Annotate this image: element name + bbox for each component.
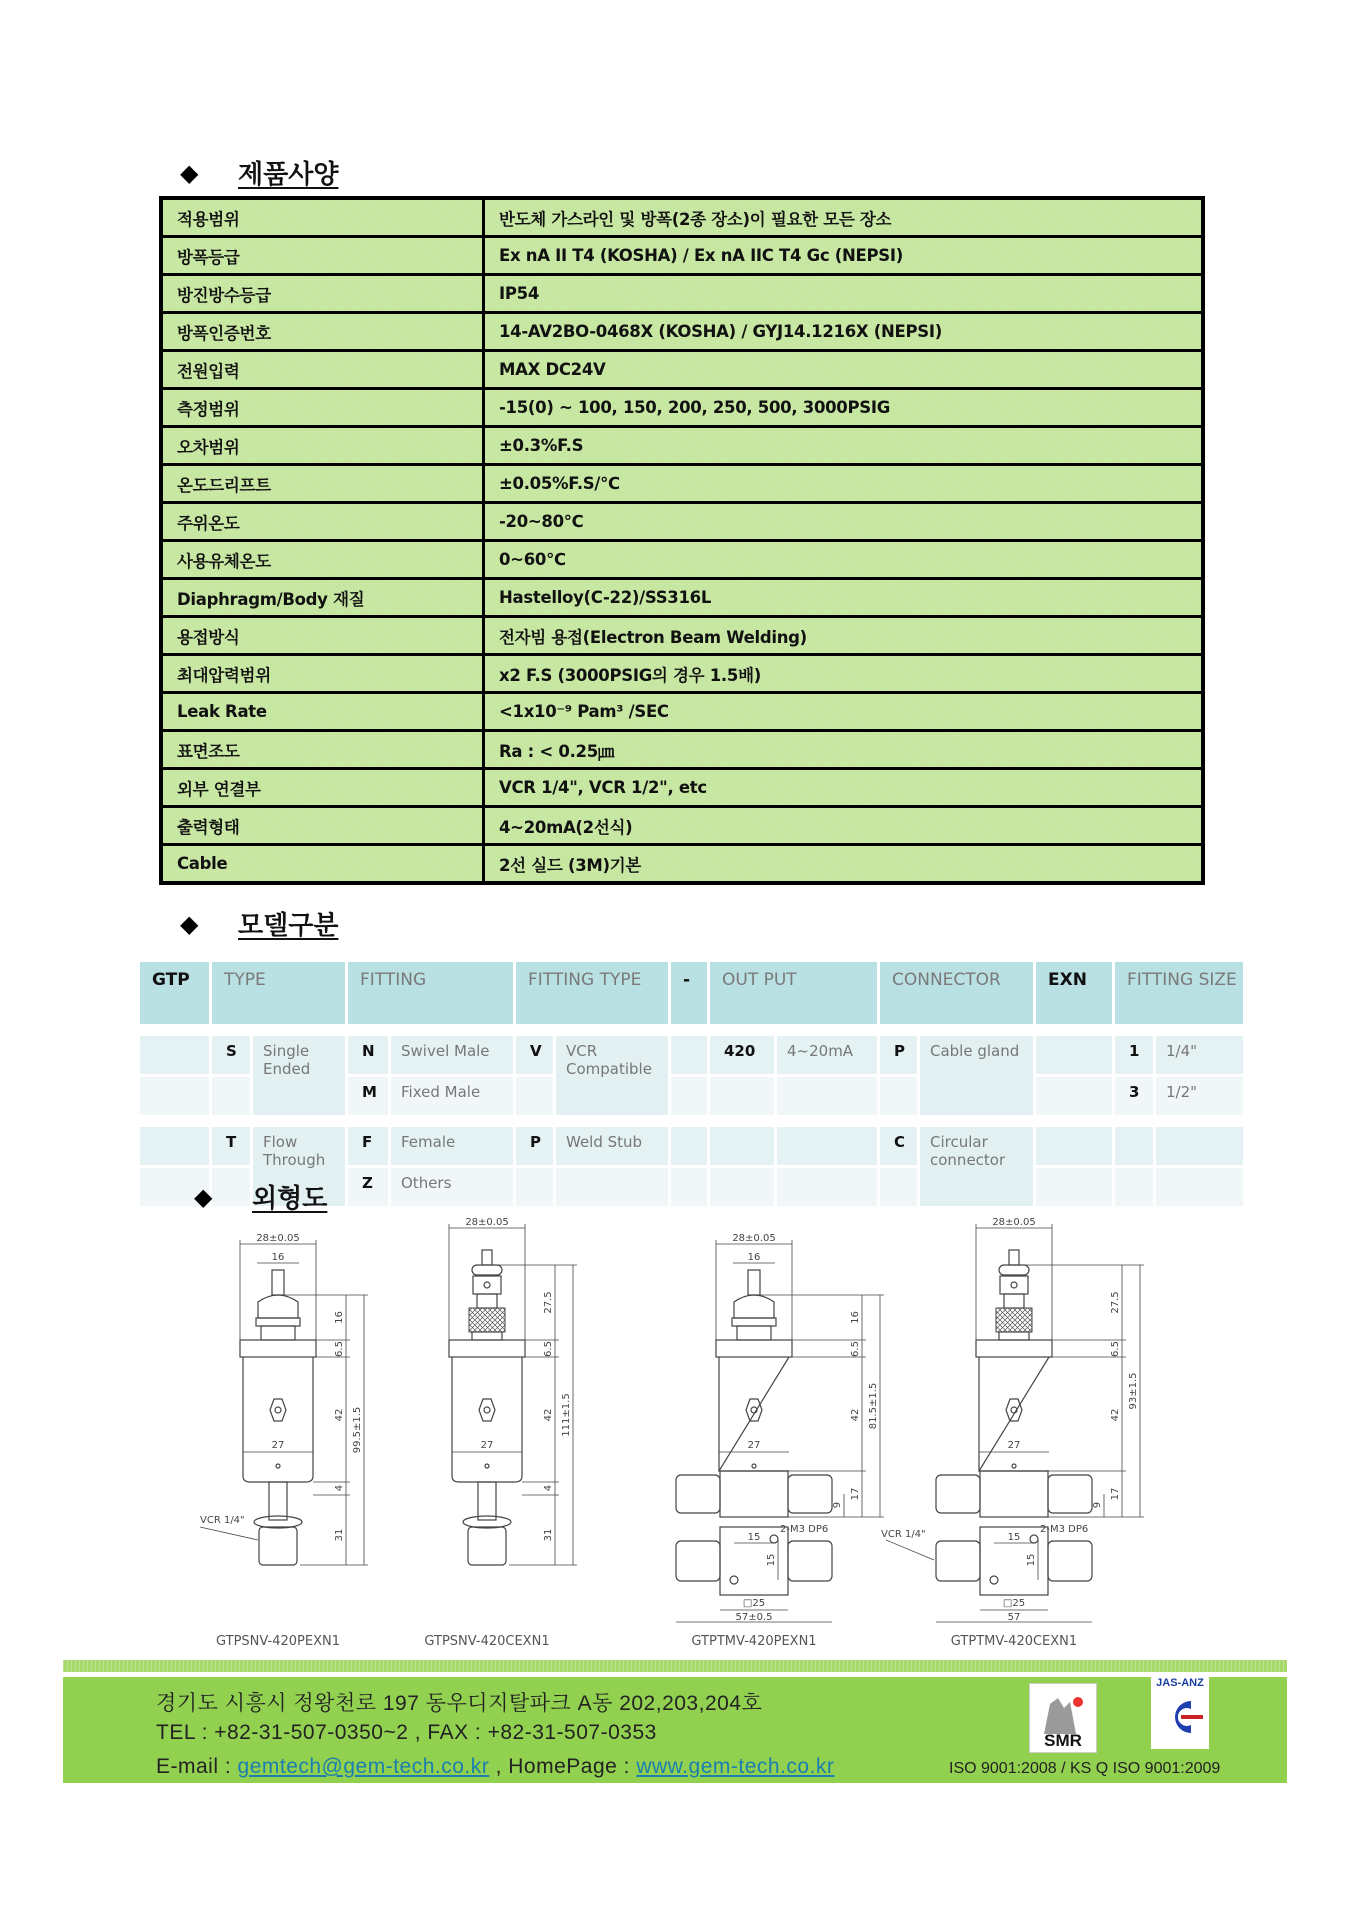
gland-base (737, 1326, 771, 1340)
vcr-nut (254, 1516, 302, 1528)
housing-cap (240, 1340, 316, 1357)
smr-logo (1029, 1683, 1097, 1753)
dimension-label: 9 (832, 1501, 843, 1509)
drawing-caption: GTPSNV-420CEXN1 (424, 1634, 550, 1649)
vcr-fitting-left (676, 1475, 720, 1513)
fitting-label: Others (391, 1168, 513, 1206)
stem (269, 1482, 287, 1520)
dimension-label: 17 (1110, 1487, 1121, 1501)
spec-value: ±0.3%F.S (484, 427, 1204, 465)
header-fitting-size: FITTING SIZE (1115, 962, 1243, 1024)
port-hex-icon (1006, 1399, 1022, 1421)
gland-base (261, 1326, 295, 1340)
dimension-label: 15 (747, 1532, 761, 1543)
vcr-fitting-right (1048, 1541, 1092, 1581)
mount-hole-icon (1030, 1535, 1038, 1543)
gland-nut (732, 1318, 776, 1326)
port-hole-icon (484, 1407, 490, 1413)
dimension-label: 27 (480, 1440, 494, 1451)
vcr-fitting-left (936, 1475, 980, 1513)
spec-value: 0~60℃ (484, 541, 1204, 579)
dimension-label: 99.5±1.5 (352, 1406, 363, 1454)
type-code: T (212, 1127, 250, 1165)
connector-hole (1011, 1282, 1017, 1288)
dimension-label: □25 (1002, 1598, 1026, 1609)
dimension-label: 15 (1007, 1532, 1021, 1543)
dimension-label: □25 (742, 1598, 766, 1609)
fitting-label: Female (391, 1127, 513, 1165)
dimension-label: 42 (543, 1408, 554, 1422)
port-hex-icon (479, 1399, 495, 1421)
drawing-1 (200, 1233, 368, 1649)
spec-label: 주위온도 (161, 503, 484, 541)
dimension-label: 27 (271, 1440, 285, 1451)
housing-cap (449, 1340, 525, 1357)
dimension-label: 17 (850, 1487, 861, 1501)
cable-icon (1009, 1250, 1019, 1265)
fitting-code: Z (348, 1168, 388, 1206)
dimension-label: 2-M3 DP6 (780, 1524, 829, 1535)
drawing-title: 외형도 (252, 1184, 328, 1214)
cable-icon (482, 1250, 492, 1265)
spec-value: MAX DC24V (484, 351, 1204, 389)
spec-value: -20~80℃ (484, 503, 1204, 541)
screw-icon (276, 1464, 280, 1468)
spec-label: 방폭등급 (161, 237, 484, 275)
dimension-label: 28±0.05 (256, 1233, 300, 1244)
flow-block (720, 1471, 788, 1517)
port-hex-icon (746, 1399, 762, 1421)
fitting-type-label: Weld Stub (556, 1127, 668, 1165)
spec-label: 사용유체온도 (161, 541, 484, 579)
svg-text:JAS-ANZ: JAS-ANZ (1156, 1677, 1204, 1689)
connector-ring (999, 1265, 1029, 1275)
header-gtp: GTP (140, 962, 209, 1024)
output-code: 420 (710, 1036, 774, 1074)
dimension-label: 31 (543, 1528, 554, 1542)
spec-value: Hastelloy(C-22)/SS316L (484, 579, 1204, 617)
connector-base (472, 1332, 502, 1340)
vcr-fitting (259, 1527, 297, 1565)
connector-neck (477, 1294, 497, 1308)
output-label: 4~20mA (777, 1036, 877, 1074)
port-hex-icon (270, 1399, 286, 1421)
screw-icon (752, 1464, 756, 1468)
tel-fax: TEL : +82-31-507-0350~2 , FAX : +82-31-507-0353 (156, 1721, 657, 1744)
fitting-size-label: 1/2" (1156, 1077, 1243, 1115)
spec-value: <1x10⁻⁹ Pam³ /SEC (484, 693, 1204, 731)
spec-label: Cable (161, 845, 484, 884)
diamond-bullet-icon: ◆ (180, 158, 199, 187)
spec-label: 표면조도 (161, 731, 484, 769)
screw-icon (1012, 1464, 1016, 1468)
dimension-label: 16 (747, 1252, 761, 1263)
fitting-size-code: 1 (1115, 1036, 1153, 1074)
vcr-fitting-left (936, 1541, 980, 1581)
spec-value: x2 F.S (3000PSIG의 경우 1.5배) (484, 655, 1204, 693)
iso-certification: ISO 9001:2008 / KS Q ISO 9001:2009 (949, 1760, 1221, 1777)
cable-gland-icon (258, 1295, 298, 1318)
spec-label: 적용범위 (161, 198, 484, 237)
header-dash: - (671, 962, 707, 1024)
dimension-label: VCR 1/4" (881, 1529, 926, 1540)
type-label: Flow Through (253, 1127, 345, 1206)
mount-hole-icon (730, 1576, 738, 1584)
screw-icon (485, 1464, 489, 1468)
dimension-label: 57 (1007, 1612, 1021, 1623)
vcr-fitting-left (676, 1541, 720, 1581)
spec-label: 온도드리프트 (161, 465, 484, 503)
header-fitting-type: FITTING TYPE (516, 962, 668, 1024)
spec-value: Ex nA II T4 (KOSHA) / Ex nA IIC T4 Gc (NEPSI) (484, 237, 1204, 275)
header-connector: CONNECTOR (880, 962, 1033, 1024)
dimension-label: 31 (334, 1528, 345, 1542)
dimension-label: 4 (543, 1484, 554, 1492)
connector-label: Circular connector (920, 1127, 1033, 1206)
housing-body (243, 1357, 313, 1482)
spec-value: 2선 실드 (3M)기본 (484, 845, 1204, 884)
dimension-label: 28±0.05 (465, 1217, 509, 1228)
spec-value: VCR 1/4", VCR 1/2", etc (484, 769, 1204, 807)
dimension-label: 9 (1092, 1501, 1103, 1509)
leader-line (886, 1540, 934, 1560)
dimension-label: 111±1.5 (561, 1393, 572, 1437)
dimension-label: 27 (747, 1440, 761, 1451)
leader-line (200, 1527, 258, 1540)
fitting-type-code: V (516, 1036, 553, 1074)
fitting-size-code: 3 (1115, 1077, 1153, 1115)
connector-body (473, 1276, 501, 1294)
dimension-label: 27.5 (543, 1291, 554, 1314)
dimension-label: 93±1.5 (1128, 1372, 1139, 1410)
dimension-label: 27 (1007, 1440, 1021, 1451)
connector-body (1000, 1276, 1028, 1294)
diamond-bullet-icon: ◆ (194, 1182, 213, 1211)
spec-value: 전자빔 용접(Electron Beam Welding) (484, 617, 1204, 655)
dimension-label: 42 (1110, 1408, 1121, 1422)
header-fitting: FITTING (348, 962, 513, 1024)
spec-label: 방폭인증번호 (161, 313, 484, 351)
fitting-size-label: 1/4" (1156, 1036, 1243, 1074)
fitting-code: F (348, 1127, 388, 1165)
dimension-label: 15 (1026, 1553, 1037, 1567)
vcr-fitting-right (788, 1475, 832, 1513)
gland-nut (256, 1318, 300, 1326)
spec-value: 반도체 가스라인 및 방폭(2종 장소)이 필요한 모든 장소 (484, 198, 1204, 237)
spec-label: 외부 연결부 (161, 769, 484, 807)
spec-value: Ra : < 0.25㎛ (484, 731, 1204, 769)
port-hole-icon (275, 1407, 281, 1413)
contact-line: E-mail : gemtech@gem-tech.co.kr , HomePage : www.gem-tech.co.kr (156, 1755, 835, 1778)
connector-label: Cable gland (920, 1036, 1033, 1115)
spec-value: IP54 (484, 275, 1204, 313)
spec-value: -15(0) ~ 100, 150, 200, 250, 500, 3000PSIG (484, 389, 1204, 427)
connector-base (999, 1332, 1029, 1340)
diamond-bullet-icon: ◆ (180, 909, 199, 938)
vcr-fitting-right (1048, 1475, 1092, 1513)
spec-title: 제품사양 (238, 160, 339, 190)
footer-stripe (63, 1660, 1287, 1672)
spec-label: Diaphragm/Body 재질 (161, 579, 484, 617)
mount-hole-icon (990, 1576, 998, 1584)
spec-label: 방진방수등급 (161, 275, 484, 313)
dimension-label: 2-M3 DP6 (1040, 1524, 1089, 1535)
drawing-caption: GTPSNV-420PEXN1 (216, 1634, 340, 1649)
connector-knurl-icon (469, 1308, 505, 1332)
address: 경기도 시흥시 정왕천로 197 동우디지탈파크 A동 202,203,204호 (156, 1692, 763, 1715)
connector-ring (472, 1265, 502, 1275)
dimension-label: 57±0.5 (735, 1612, 773, 1623)
dimension-label: VCR 1/4" (200, 1515, 245, 1526)
fitting-type-code: P (516, 1127, 553, 1165)
drawing-2 (424, 1217, 577, 1649)
housing-body (979, 1357, 1049, 1471)
drawing-4 (881, 1217, 1144, 1649)
dimension-label: 6.5 (334, 1341, 345, 1357)
connector-hole (484, 1282, 490, 1288)
dimension-label: 6.5 (1110, 1341, 1121, 1357)
connector-code: C (880, 1127, 917, 1165)
flow-block (980, 1471, 1048, 1517)
spec-label: Leak Rate (161, 693, 484, 731)
header-output: OUT PUT (710, 962, 877, 1024)
dimension-label: 16 (850, 1311, 861, 1324)
dimension-label: 16 (271, 1252, 285, 1263)
connector-code: P (880, 1036, 917, 1074)
dimension-label: 6.5 (543, 1341, 554, 1357)
dimension-label: 15 (766, 1553, 777, 1567)
dimension-label: 42 (334, 1408, 345, 1422)
type-code: S (212, 1036, 250, 1074)
fitting-label: Swivel Male (391, 1036, 513, 1074)
email-link[interactable]: gemtech@gem-tech.co.kr (237, 1755, 490, 1778)
housing-cap (716, 1340, 792, 1357)
dimension-label: 16 (334, 1311, 345, 1324)
drawing-3 (676, 1233, 884, 1649)
housing-body (452, 1357, 522, 1482)
spec-label: 출력형태 (161, 807, 484, 845)
fitting-type-label: VCR Compatible (556, 1036, 668, 1115)
homepage-link[interactable]: www.gem-tech.co.kr (636, 1755, 835, 1778)
spec-value: 14-AV2BO-0468X (KOSHA) / GYJ14.1216X (NEPSI) (484, 313, 1204, 351)
drawing-caption: GTPTMV-420PEXN1 (691, 1634, 817, 1649)
fitting-code: N (348, 1036, 388, 1074)
model-title: 모델구분 (238, 911, 339, 941)
cable-icon (748, 1270, 760, 1295)
dimension-label: 81.5±1.5 (868, 1382, 879, 1430)
jas-anz-logo (1151, 1675, 1209, 1749)
fitting-label: Fixed Male (391, 1077, 513, 1115)
housing-cap (976, 1340, 1052, 1357)
dimension-label: 6.5 (850, 1341, 861, 1357)
vcr-nut (463, 1516, 511, 1528)
spec-label: 측정범위 (161, 389, 484, 427)
connector-knurl-icon (996, 1308, 1032, 1332)
header-type: TYPE (212, 962, 345, 1024)
footer (63, 1677, 1287, 1783)
connector-neck (1004, 1294, 1024, 1308)
vcr-fitting-right (788, 1541, 832, 1581)
mount-hole-icon (770, 1535, 778, 1543)
type-label: Single Ended (253, 1036, 345, 1115)
svg-text:SMR: SMR (1044, 1731, 1082, 1750)
dimension-label: 27.5 (1110, 1291, 1121, 1314)
spec-label: 오차범위 (161, 427, 484, 465)
dimension-label: 28±0.05 (732, 1233, 776, 1244)
spec-value: 4~20mA(2선식) (484, 807, 1204, 845)
spec-value: ±0.05%F.S/℃ (484, 465, 1204, 503)
housing-body (719, 1357, 789, 1471)
fitting-code: M (348, 1077, 388, 1115)
cable-gland-icon (734, 1295, 774, 1318)
spec-label: 전원입력 (161, 351, 484, 389)
dimension-label: 4 (334, 1484, 345, 1492)
cable-icon (272, 1270, 284, 1295)
spec-label: 용접방식 (161, 617, 484, 655)
dimension-label: 42 (850, 1408, 861, 1422)
dimension-label: 28±0.05 (992, 1217, 1036, 1228)
stem (478, 1482, 496, 1520)
vcr-fitting (468, 1527, 506, 1565)
drawing-caption: GTPTMV-420CEXN1 (950, 1634, 1078, 1649)
header-exn: EXN (1036, 962, 1112, 1024)
spec-label: 최대압력범위 (161, 655, 484, 693)
